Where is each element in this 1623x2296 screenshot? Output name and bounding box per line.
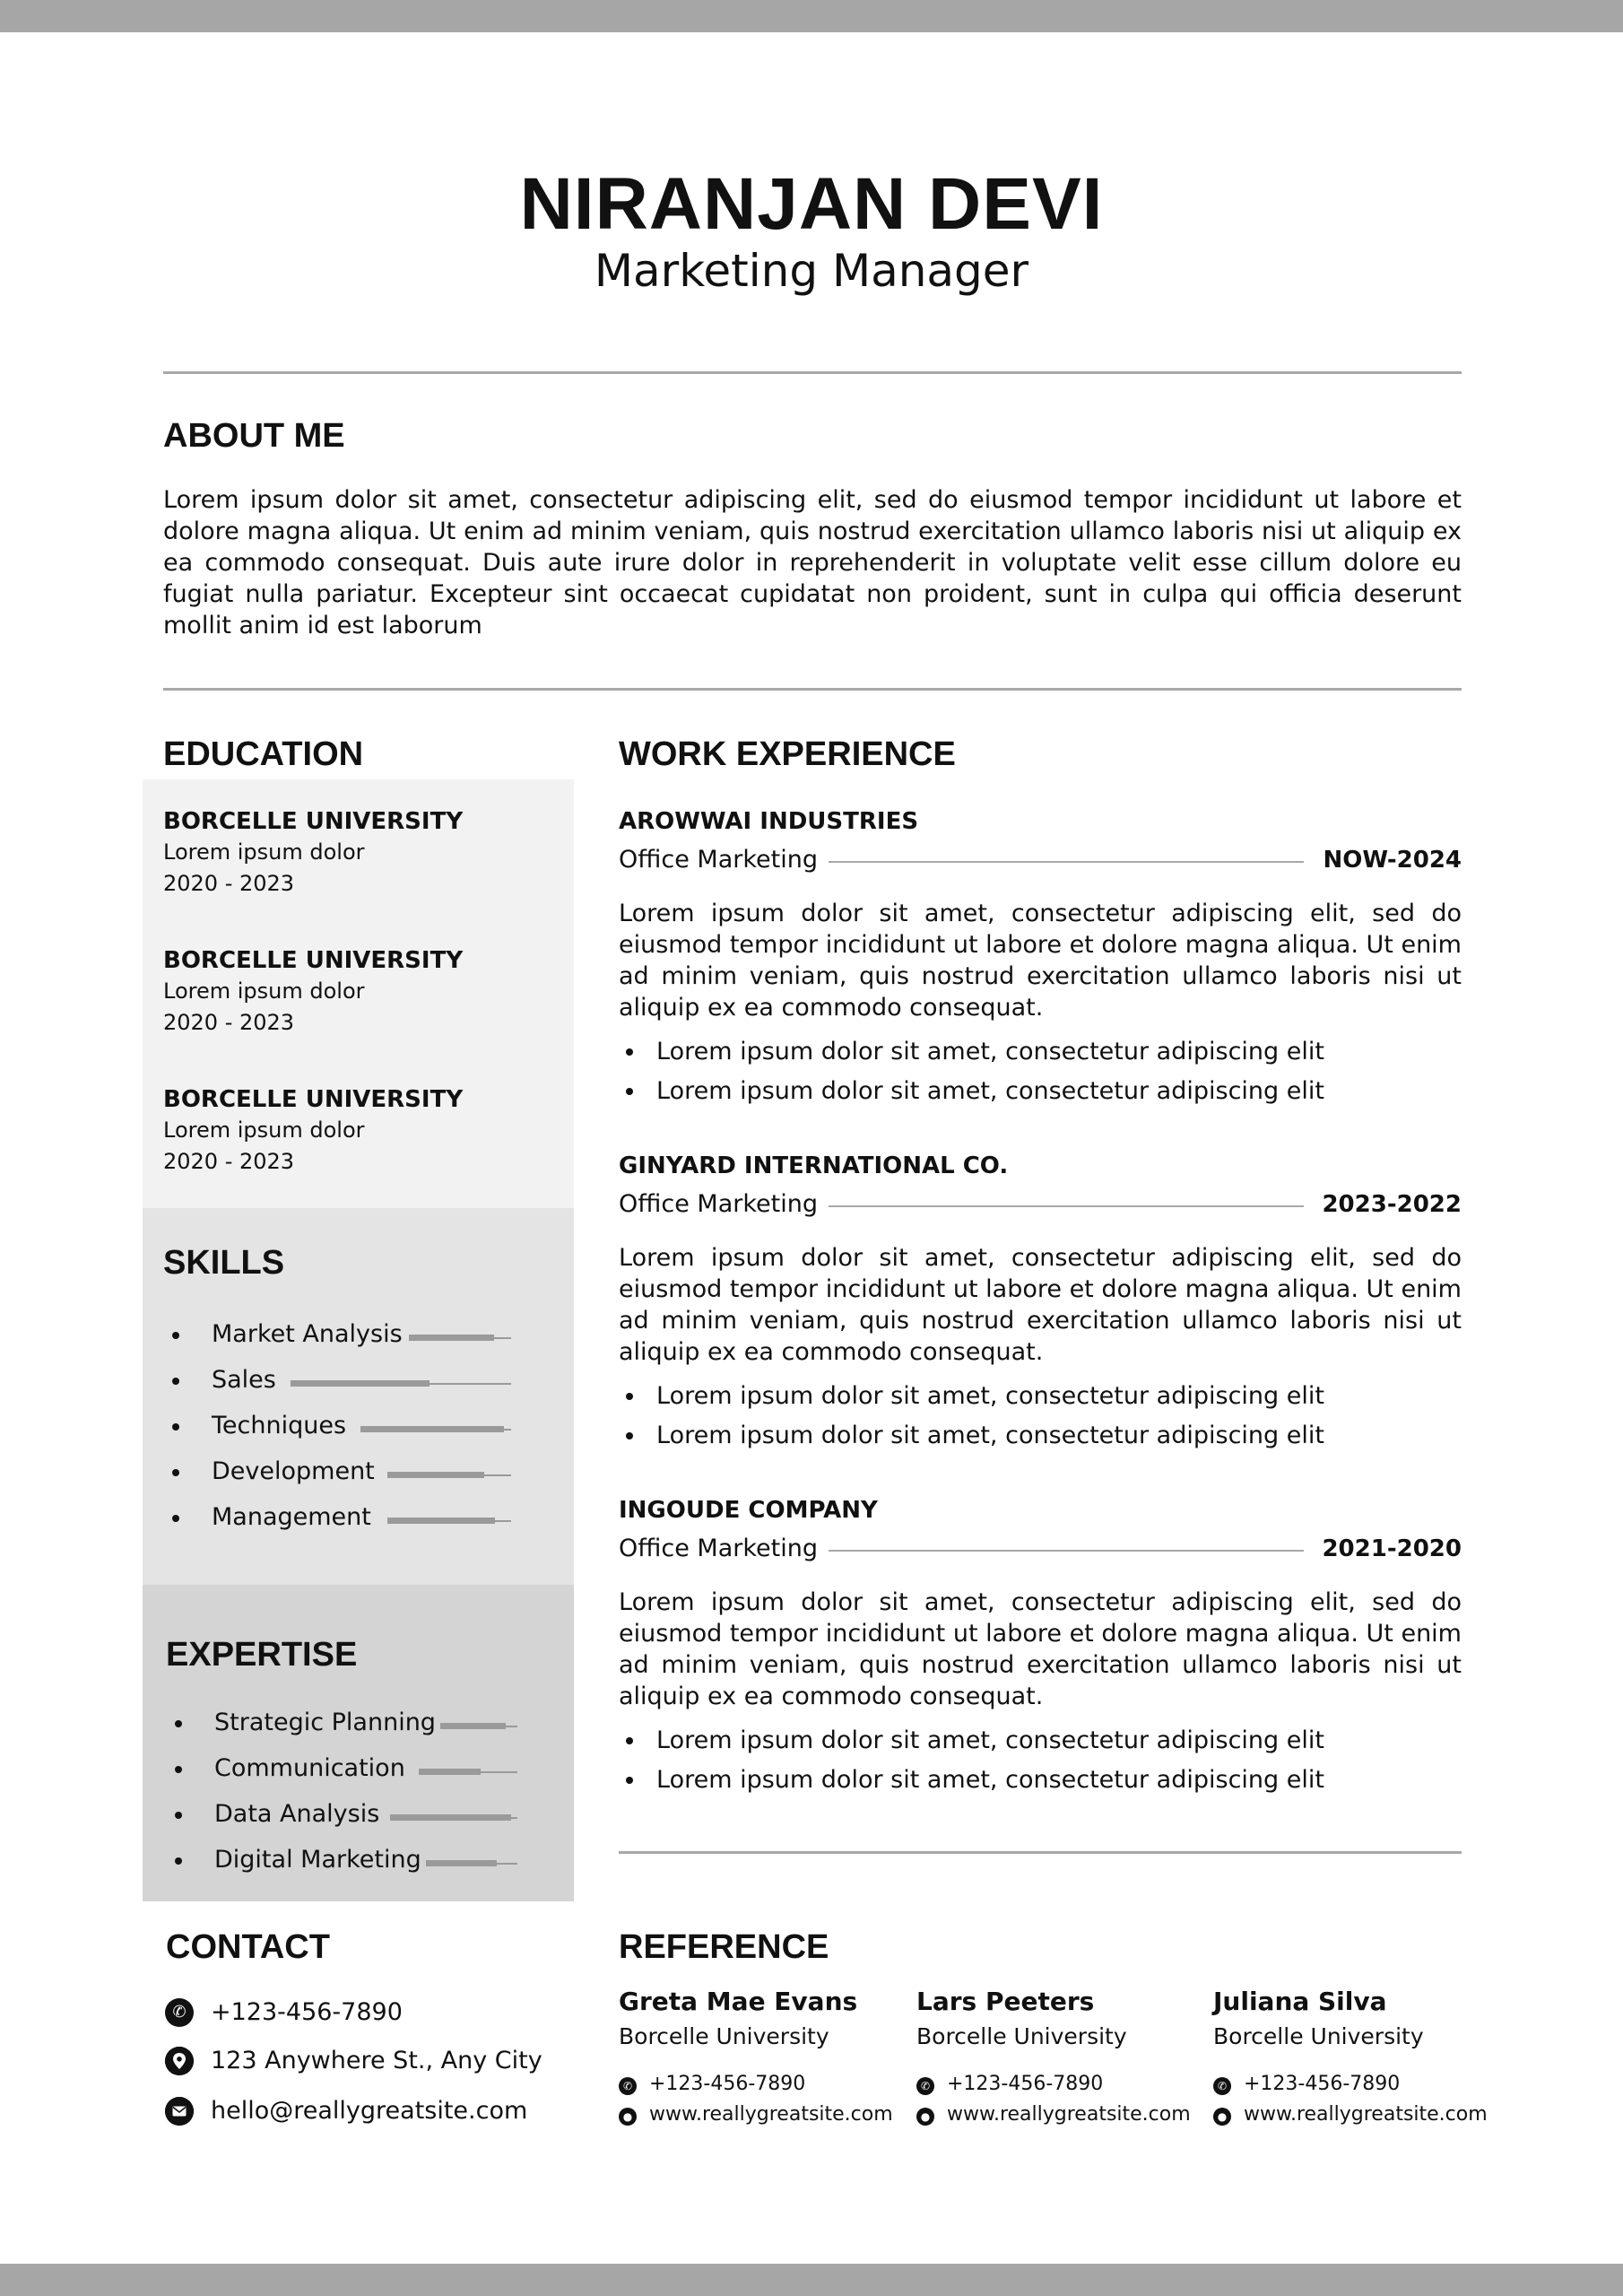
- job-bullet: [619, 1761, 1462, 1800]
- job-position: Office Marketing: [619, 1190, 818, 1218]
- job-bullet: [619, 1032, 1462, 1072]
- bullet-dot: [626, 1737, 633, 1744]
- phone-icon: ✆: [1213, 2077, 1231, 2095]
- job-bullets: [619, 1721, 1462, 1800]
- reference-spacer: [619, 2053, 888, 2069]
- bullet-dot: [175, 1812, 182, 1819]
- job-title-row: [619, 837, 1462, 883]
- job-position: Office Marketing: [619, 846, 818, 874]
- about-title: ABOUT ME: [163, 417, 345, 455]
- skill-label: Management: [212, 1503, 371, 1531]
- job-company: INGOUDE COMPANY: [619, 1497, 878, 1524]
- job-bullet: [619, 1377, 1462, 1416]
- education-item: [163, 806, 558, 900]
- job-dates: NOW-2024: [1323, 847, 1462, 874]
- job-bullets: [619, 1377, 1462, 1456]
- location-pin-icon: [165, 2047, 194, 2075]
- reference-phone-text: +123-456-7890: [947, 2073, 1104, 2095]
- reference-phone-text: +123-456-7890: [649, 2073, 806, 2095]
- job-bullet: [619, 1072, 1462, 1111]
- job-divider-line: [829, 1550, 1304, 1552]
- contact-title: CONTACT: [166, 1928, 330, 1966]
- education-years: 2020 - 2023: [163, 1149, 295, 1174]
- education-school: BORCELLE UNIVERSITY: [163, 1086, 464, 1113]
- skill-bar-fill: [291, 1380, 430, 1387]
- job-entry: [619, 806, 1462, 1111]
- reference-card: [916, 1985, 1191, 2130]
- skill-bar-fill: [409, 1335, 494, 1341]
- reference-website-text[interactable]: www.reallygreatsite.com: [1244, 2103, 1488, 2126]
- skills-title: SKILLS: [163, 1244, 285, 1282]
- reference-spacer: [1213, 2053, 1482, 2069]
- job-company: AROWWAI INDUSTRIES: [619, 808, 919, 835]
- job-entry: [619, 1151, 1462, 1456]
- skill-bar-fill: [387, 1472, 484, 1478]
- bullet-dot: [172, 1515, 179, 1522]
- job-bullet-text: Lorem ipsum dolor sit amet, consectetur adipiscing elit: [656, 1766, 1324, 1794]
- bullet-dot: [626, 1088, 633, 1095]
- bullet-dot: [626, 1048, 633, 1056]
- email-icon: [165, 2097, 194, 2126]
- reference-spacer: [916, 2053, 1185, 2069]
- expertise-bar-fill: [426, 1860, 497, 1866]
- education-title: EDUCATION: [163, 735, 364, 773]
- top-frame-bar: [0, 0, 1623, 32]
- expertise-label: Digital Marketing: [214, 1846, 421, 1874]
- education-item: [163, 945, 558, 1039]
- expertise-label: Data Analysis: [214, 1800, 380, 1828]
- job-title-row: [619, 1526, 1462, 1572]
- skill-label: Market Analysis: [212, 1320, 403, 1348]
- header-divider: [163, 371, 1462, 374]
- job-bullet: [619, 1721, 1462, 1761]
- reference-name: Lars Peeters: [916, 1987, 1095, 2016]
- job-entry: [619, 1495, 1462, 1800]
- education-school: BORCELLE UNIVERSITY: [163, 808, 464, 835]
- globe-icon: ●: [1213, 2108, 1231, 2126]
- reference-website[interactable]: [1213, 2100, 1488, 2130]
- reference-org: Borcelle University: [916, 2023, 1127, 2049]
- expertise-bar-fill: [440, 1723, 506, 1729]
- expertise-bar-fill: [419, 1769, 481, 1775]
- reference-website[interactable]: [916, 2100, 1191, 2130]
- education-years: 2020 - 2023: [163, 1010, 295, 1035]
- skill-label: Sales: [212, 1366, 276, 1394]
- job-bullet-text: Lorem ipsum dolor sit amet, consectetur adipiscing elit: [656, 1382, 1324, 1410]
- job-bullet-text: Lorem ipsum dolor sit amet, consectetur adipiscing elit: [656, 1726, 1324, 1754]
- candidate-name: NIRANJAN DEVI: [519, 163, 1104, 245]
- reference-org: Borcelle University: [1213, 2023, 1424, 2049]
- about-divider: [163, 688, 1462, 691]
- job-divider-line: [829, 1205, 1304, 1207]
- education-school: BORCELLE UNIVERSITY: [163, 947, 464, 974]
- skill-bar-fill: [387, 1518, 495, 1524]
- expertise-label: Strategic Planning: [214, 1709, 436, 1736]
- phone-icon: ✆: [619, 2077, 637, 2095]
- bullet-dot: [626, 1393, 633, 1400]
- job-bullet-text: Lorem ipsum dolor sit amet, consectetur adipiscing elit: [656, 1077, 1324, 1105]
- reference-phone: [1213, 2069, 1482, 2100]
- work-experience-title: WORK EXPERIENCE: [619, 735, 956, 773]
- reference-phone: [916, 2069, 1185, 2100]
- about-text: Lorem ipsum dolor sit amet, consectetur adipiscing elit, sed do eiusmod tempor incididunt ut labore et dolore magna aliqua. Ut enim ad minim veniam, quis nostrud exercitation ullamco laboris nisi ut aliquip ex ea commodo consequat. Duis aute irure dolor in reprehenderit in voluptate velit esse cillum dolore eu fugiat nulla pariatur. Excepteur sint occaecat cupidatat non proident, sunt in culpa qui officia deserunt mollit anim id est laborum: [163, 486, 1462, 639]
- reference-card: [1213, 1985, 1488, 2130]
- reference-name: Juliana Silva: [1213, 1987, 1387, 2016]
- job-description: Lorem ipsum dolor sit amet, consectetur adipiscing elit, sed do eiusmod tempor incididunt ut labore et dolore magna aliqua. Ut enim ad minim veniam, quis nostrud exercitation ullamco laboris nisi ut aliquip ex ea commodo consequat.: [619, 1588, 1462, 1710]
- reference-name: Greta Mae Evans: [619, 1987, 858, 2016]
- globe-icon: ●: [619, 2108, 637, 2126]
- job-bullet-text: Lorem ipsum dolor sit amet, consectetur adipiscing elit: [656, 1038, 1324, 1065]
- skill-label: Development: [212, 1457, 375, 1485]
- expertise-label: Communication: [214, 1754, 405, 1782]
- bottom-frame-bar: [0, 2264, 1623, 2296]
- job-description: Lorem ipsum dolor sit amet, consectetur adipiscing elit, sed do eiusmod tempor incididunt ut labore et dolore magna aliqua. Ut enim ad minim veniam, quis nostrud exercitation ullamco laboris nisi ut aliquip ex ea commodo consequat.: [619, 900, 1462, 1022]
- education-item: [163, 1084, 558, 1178]
- bullet-dot: [175, 1720, 182, 1727]
- bullet-dot: [626, 1432, 633, 1439]
- skill-label: Techniques: [212, 1412, 347, 1439]
- reference-website-text[interactable]: www.reallygreatsite.com: [947, 2103, 1191, 2126]
- bullet-dot: [172, 1469, 179, 1476]
- bullet-dot: [172, 1378, 179, 1385]
- contact-phone-text: +123-456-7890: [211, 1998, 403, 2026]
- candidate-role: Marketing Manager: [594, 245, 1029, 297]
- reference-phone-text: +123-456-7890: [1244, 2073, 1401, 2095]
- work-divider: [619, 1851, 1462, 1854]
- contact-address-text: 123 Anywhere St., Any City: [211, 2047, 542, 2074]
- skill-bar-fill: [360, 1426, 504, 1432]
- job-dates: 2021-2020: [1322, 1535, 1462, 1562]
- job-title-row: [619, 1181, 1462, 1228]
- job-bullets: [619, 1032, 1462, 1111]
- contact-email-text[interactable]: hello@reallygreatsite.com: [211, 2097, 528, 2125]
- job-divider-line: [829, 861, 1304, 863]
- job-description: Lorem ipsum dolor sit amet, consectetur adipiscing elit, sed do eiusmod tempor incididunt ut labore et dolore magna aliqua. Ut enim ad minim veniam, quis nostrud exercitation ullamco laboris nisi ut aliquip ex ea commodo consequat.: [619, 1244, 1462, 1366]
- expertise-title: EXPERTISE: [166, 1636, 358, 1674]
- reference-org: Borcelle University: [619, 2023, 829, 2049]
- education-years: 2020 - 2023: [163, 871, 295, 896]
- email-svg: [165, 2097, 194, 2126]
- phone-icon: ✆: [165, 1998, 194, 2027]
- job-company: GINYARD INTERNATIONAL CO.: [619, 1152, 1009, 1179]
- reference-website[interactable]: [619, 2100, 893, 2130]
- job-bullet-text: Lorem ipsum dolor sit amet, consectetur adipiscing elit: [656, 1422, 1324, 1449]
- education-detail: Lorem ipsum dolor: [163, 839, 365, 865]
- job-position: Office Marketing: [619, 1535, 818, 1562]
- reference-phone: [619, 2069, 888, 2100]
- bullet-dot: [172, 1332, 179, 1339]
- bullet-dot: [175, 1766, 182, 1773]
- reference-card: [619, 1985, 893, 2130]
- education-detail: Lorem ipsum dolor: [163, 1118, 365, 1143]
- education-detail: Lorem ipsum dolor: [163, 978, 365, 1004]
- job-bullet: [619, 1416, 1462, 1456]
- globe-icon: ●: [916, 2108, 934, 2126]
- bullet-dot: [172, 1423, 179, 1431]
- location-pin-svg: [165, 2047, 194, 2075]
- reference-title: REFERENCE: [619, 1928, 829, 1966]
- job-dates: 2023-2022: [1322, 1191, 1462, 1218]
- phone-icon: ✆: [916, 2077, 934, 2095]
- bullet-dot: [626, 1777, 633, 1784]
- bullet-dot: [175, 1857, 182, 1865]
- expertise-bar-fill: [390, 1814, 511, 1821]
- reference-website-text[interactable]: www.reallygreatsite.com: [649, 2103, 893, 2126]
